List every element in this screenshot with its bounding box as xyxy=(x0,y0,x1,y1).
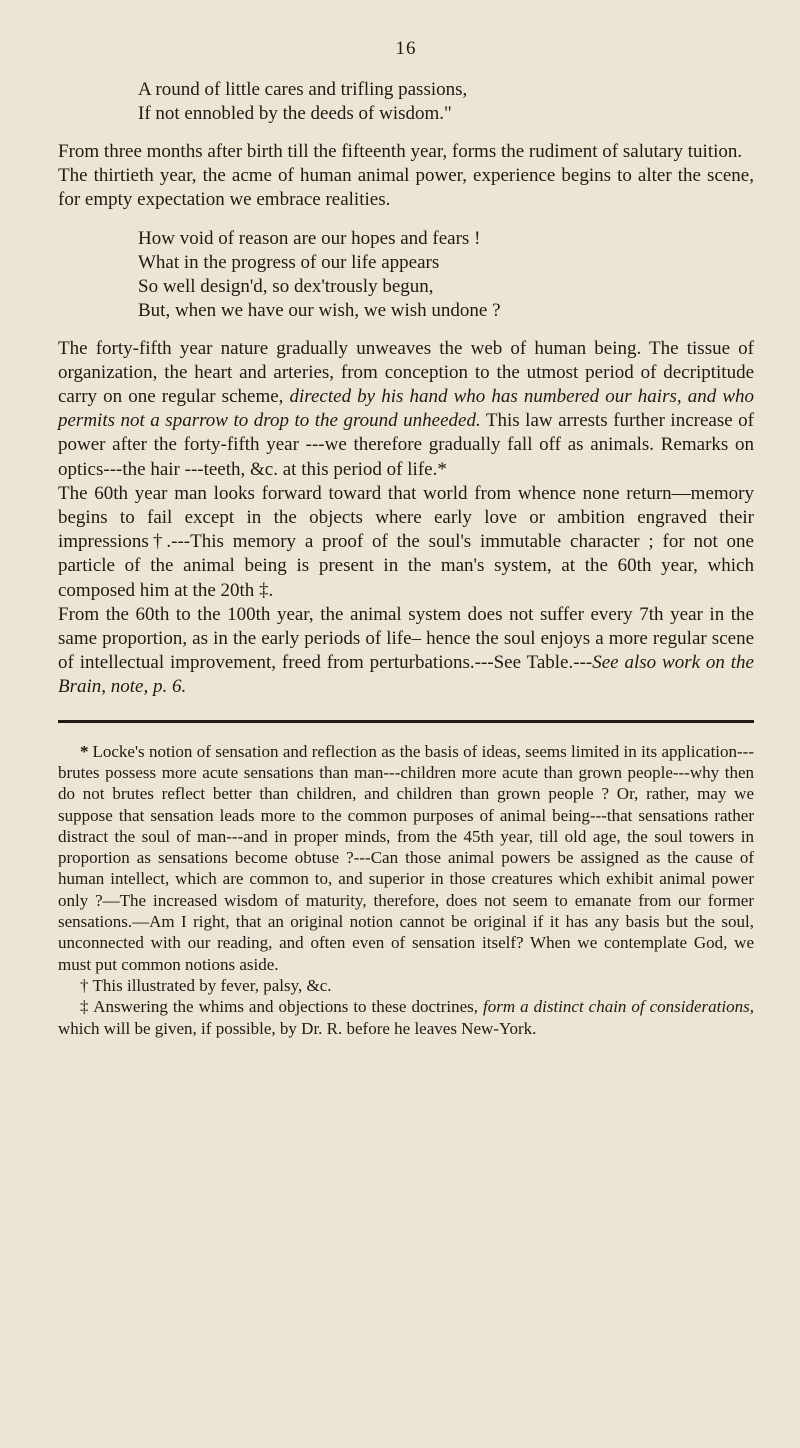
footnote-divider xyxy=(58,720,754,723)
paragraph-italic-text: See also work on the Brain, note, p. 6. xyxy=(58,652,754,698)
verse-line: But, when we have our wish, we wish undone ? xyxy=(138,299,501,321)
verse-quote-1 xyxy=(138,78,754,126)
footnote-text: Locke's notion of sensation and reflection as the basis of ideas, seems limited in its application---brutes possess more acute sensations than man---children more acute than grown people---why then do not brutes reflect better than children, and children than grown people ? Or, rather, may we suppose that sensation leads more to the common purposes of animal being---that sensations rather distract the soul of man---and in proper minds, from the 45th year, till old age, the soul towers in proportion as sensations become obtuse ?---Can those animal powers be assigned as the cause of human intellect, which are common to, and superior in those creatures which exhibit animal power only ?—The increased wisdom of maturity, therefore, does not seem to emanate from our former sensations.—Am I right, that an original notion cannot be original if it has any basis but the soul, unconnected with our reading, and often even of sensation itself? When we contemplate God, we must put common notions aside. xyxy=(58,741,754,974)
paragraph-sixtieth-to-hundredth-year xyxy=(58,603,754,700)
footnote-mark: ‡ xyxy=(80,997,90,1017)
verse-line: So well design'd, so dex'trously begun, xyxy=(138,275,434,297)
footnote-italic-text: form a distinct chain of considerations, xyxy=(483,997,754,1017)
footnote-text: This illustrated by fever, palsy, &c. xyxy=(92,975,332,995)
footnote-double-dagger xyxy=(58,996,754,1039)
paragraph-text: The forty-fifth year nature gradually unweaves the web of human being. The tissue of organization, the heart and arteries, from conception to the utmost period of decriptitude carry on one regular scheme, xyxy=(58,337,754,408)
footnote-mark: † xyxy=(80,975,89,995)
footnote-dagger xyxy=(58,975,754,996)
paragraph-sixtieth-year: The 60th year man looks forward toward that world from whence none return—memory begins to fail except in the objects where early love or ambition engraved their impressions†.---This memory a proof of the soul's immutable character ; for not one particle of the animal being is present in the man's system, at the 60th year, which composed him at the 20th ‡. xyxy=(58,482,754,601)
paragraph-forty-fifth-year xyxy=(58,337,754,482)
paragraph-thirtieth-year: The thirtieth year, the acme of human animal power, experience begins to alter the scene, for empty expectation we embrace realities. xyxy=(58,165,754,211)
paragraph-text: From the 60th to the 100th year, the animal system does not suffer every 7th year in the same proportion, as in the early periods of life– hence the soul enjoys a more regular scene of intellectual improvement, freed from perturbations.---See Table.--- xyxy=(58,603,754,674)
verse-line: If not ennobled by the deeds of wisdom." xyxy=(138,103,452,124)
verse-quote-2 xyxy=(138,227,754,323)
verse-line: How void of reason are our hopes and fears ! xyxy=(138,227,481,249)
verse-line: A round of little cares and trifling passions, xyxy=(138,79,468,100)
footnote-mark: * xyxy=(80,741,89,761)
footnote-text: Answering the whims and objections to these doctrines, xyxy=(93,997,484,1017)
paragraph-italic-text: directed by his hand who has numbered our hairs, and who permits not a sparrow to drop to the ground unheeded. xyxy=(58,386,754,432)
paragraph-fifteenth-year: From three months after birth till the fifteenth year, forms the rudiment of salutary tuition. xyxy=(58,141,743,162)
page-number: 16 xyxy=(395,38,417,59)
verse-line: What in the progress of our life appears xyxy=(138,251,440,273)
footnote-star xyxy=(58,741,754,975)
footnote-text: which will be given, if possible, by Dr. R. before he leaves New-York. xyxy=(58,1018,537,1038)
paragraph-text: This law arrests further increase of power after the forty-fifth year ---we therefore gradually fall off as animals. Remarks on optics---the hair ---teeth, &c. at this period of life.* xyxy=(58,410,754,480)
